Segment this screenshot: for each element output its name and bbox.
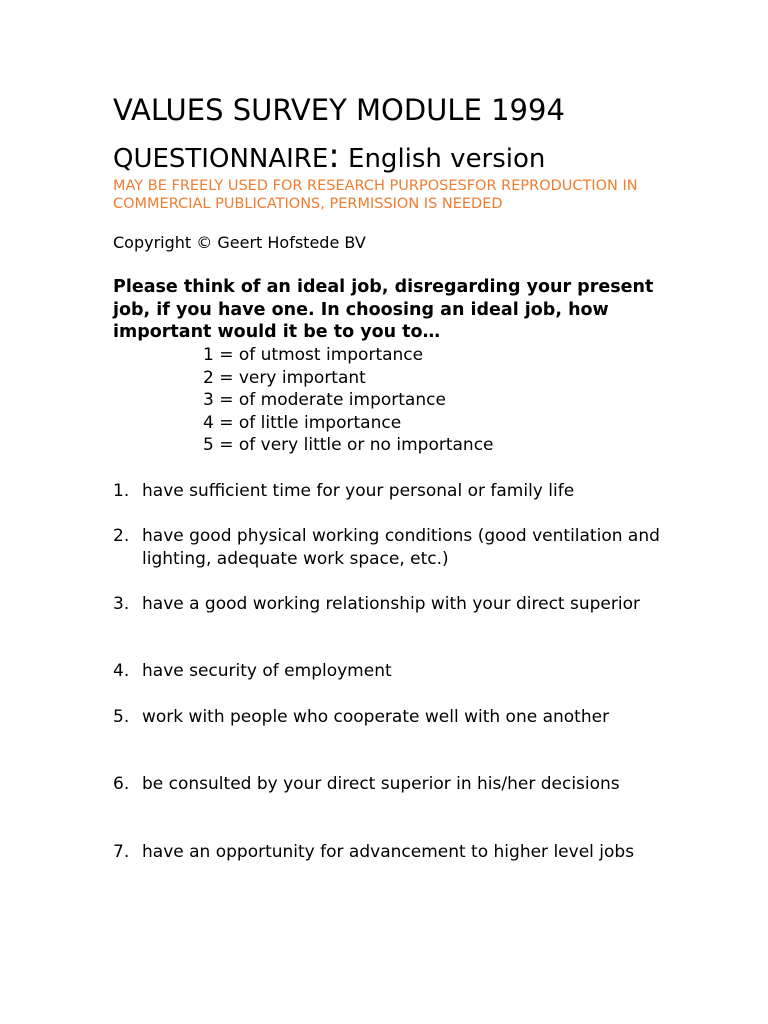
question-text: have a good working relationship with your direct superior [142, 594, 640, 614]
question-text: be consulted by your direct superior in his/her decisions [142, 774, 620, 794]
question-text: have sufficient time for your personal or family life [142, 481, 575, 501]
scale-item: 3 = of moderate importance [203, 390, 446, 410]
page-title: VALUES SURVEY MODULE 1994 [113, 93, 565, 127]
scale-item: 2 = very important [203, 367, 366, 388]
subtitle-main: QUESTIONNAIRE [113, 144, 329, 174]
question-number: 6. [113, 774, 130, 794]
question-number: 5. [113, 707, 130, 727]
page-subtitle [113, 138, 545, 177]
question-prompt: Please think of an ideal job, disregarding your present job, if you have one. In choosing an ideal job, how important would it be to you to… [113, 277, 654, 342]
importance-scale [203, 344, 494, 457]
question-text: have an opportunity for advancement to higher level jobs [142, 842, 635, 862]
subtitle-language: English version [339, 144, 546, 174]
copyright-line: Copyright © Geert Hofstede BV [113, 233, 366, 252]
question-item-1 [113, 480, 673, 503]
question-number: 1. [113, 481, 130, 501]
question-item-5 [113, 706, 673, 729]
question-item-3 [113, 593, 673, 616]
subtitle-colon: : [328, 136, 340, 176]
usage-notice: MAY BE FREELY USED FOR RESEARCH PURPOSESFOR REPRODUCTION IN COMMERCIAL PUBLICATIONS, PERMISSION IS NEEDED [113, 178, 638, 212]
question-text: work with people who cooperate well with one another [142, 707, 610, 727]
question-number: 7. [113, 842, 130, 862]
question-item-6 [113, 773, 673, 796]
scale-item: 1 = of utmost importance [203, 345, 424, 365]
question-number: 4. [113, 661, 130, 681]
question-item-7 [113, 841, 673, 864]
question-number: 2. [113, 526, 130, 546]
question-text: have security of employment [142, 661, 392, 681]
scale-item: 5 = of very little or no importance [203, 435, 494, 455]
question-text: have good physical working conditions (good ventilation and lighting, adequate work space, etc.) [142, 526, 660, 569]
question-item-4 [113, 660, 673, 683]
question-item-2 [113, 525, 673, 570]
question-number: 3. [113, 594, 130, 614]
scale-item: 4 = of little importance [203, 412, 402, 433]
